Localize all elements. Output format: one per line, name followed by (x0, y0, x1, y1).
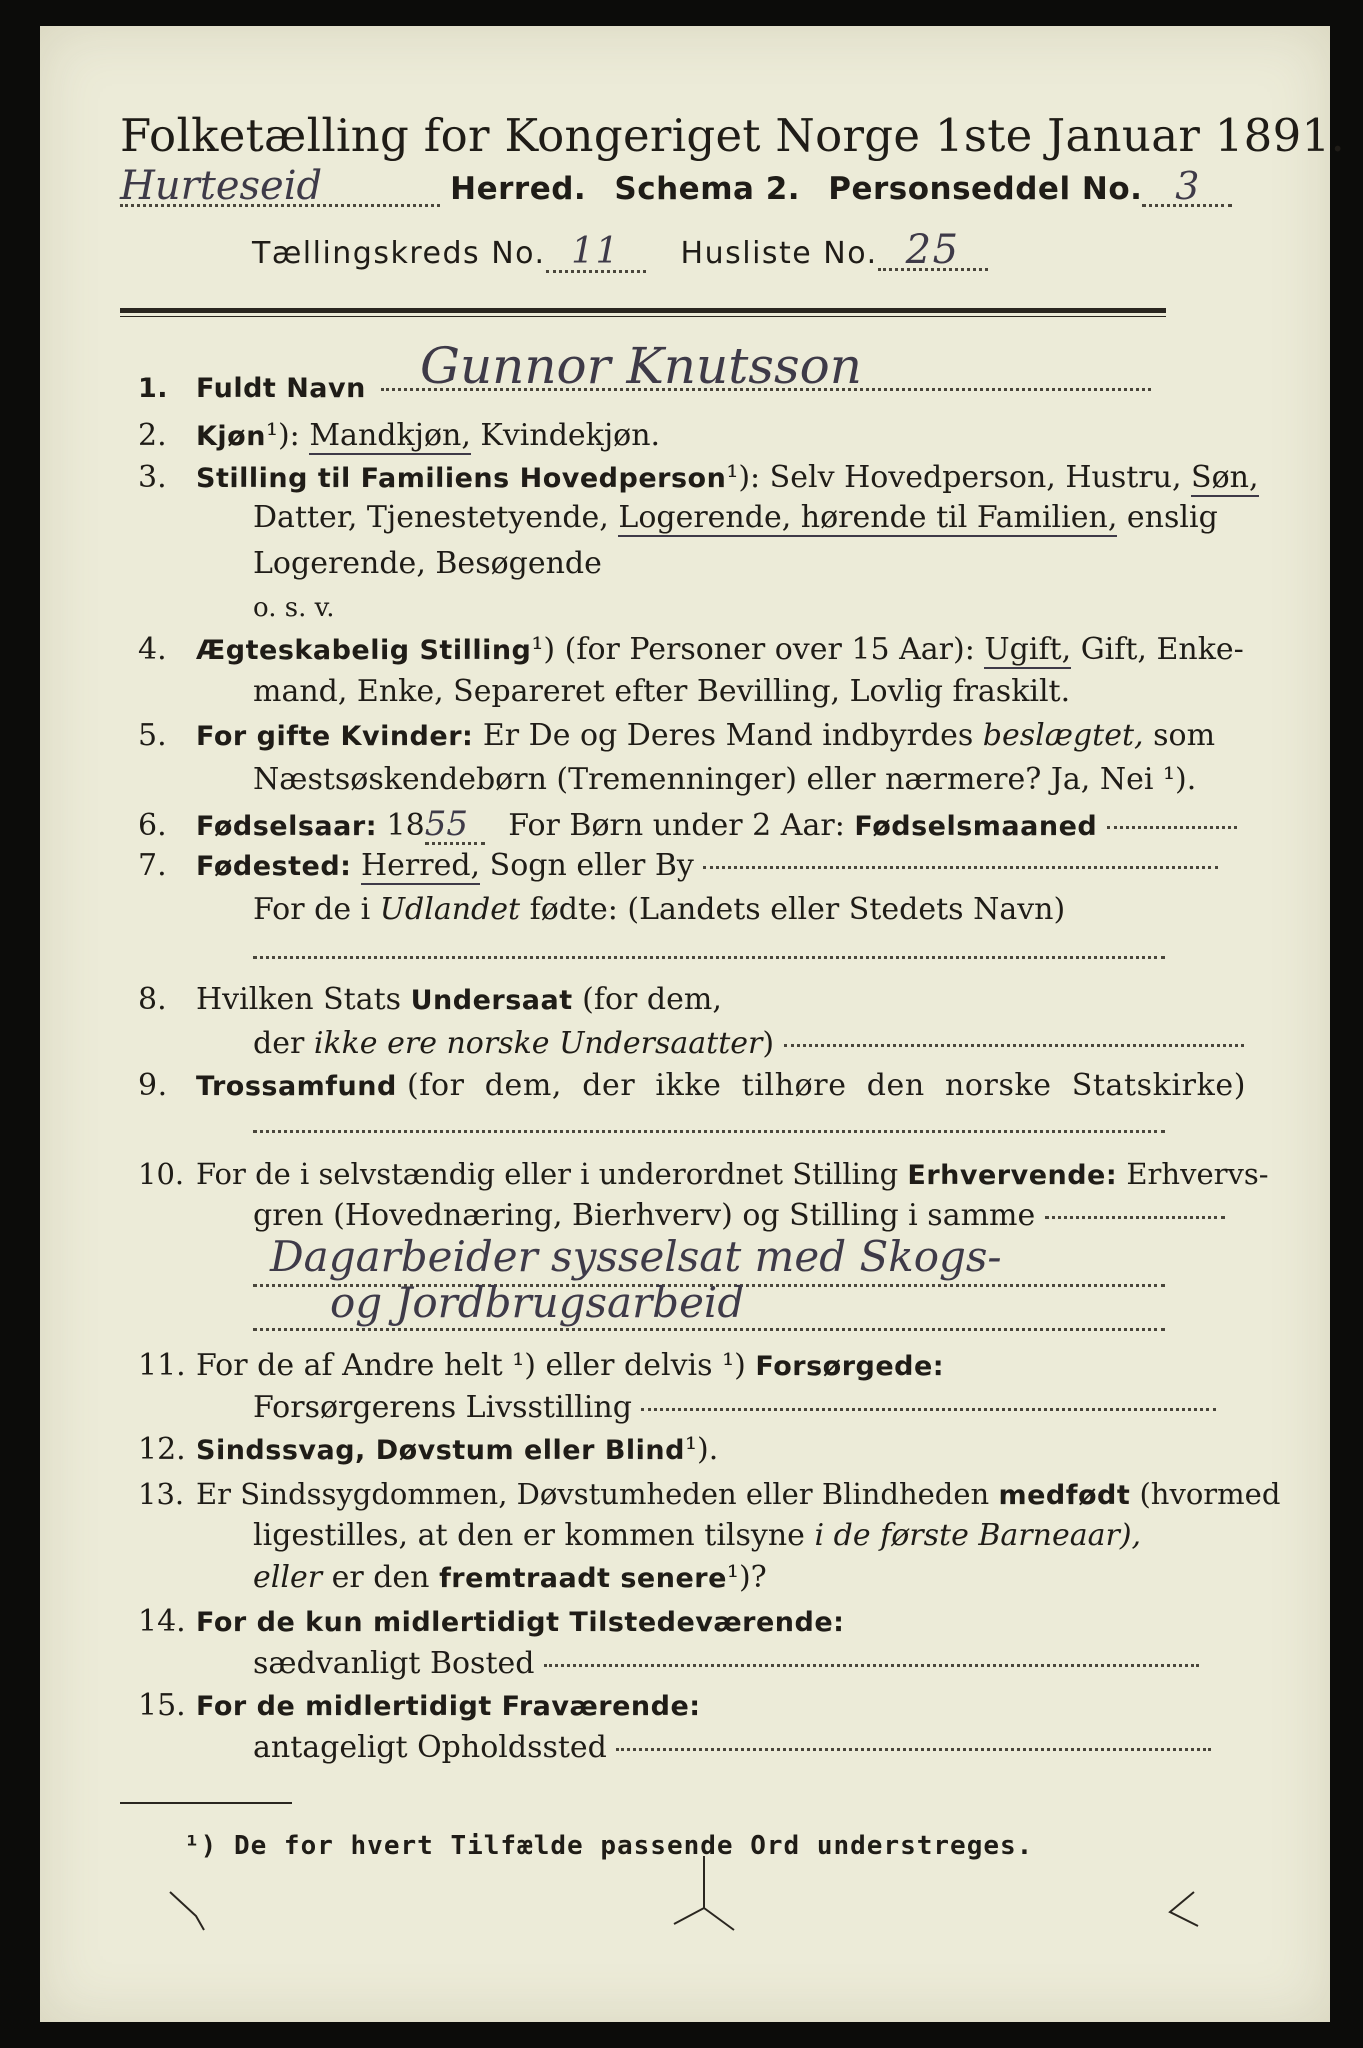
q8-line2: der ikke ere norske Undersaatter) (253, 1026, 1244, 1062)
q2-option-kvindekjon: Kvindekjøn. (480, 418, 661, 453)
q10-line2-text: gren (Hovednæring, Bierhverv) og Stilling i samme (253, 1198, 1036, 1233)
q11-line2-text: Forsørgerens Livsstilling (253, 1390, 632, 1425)
q14-label: For de kun midlertidigt Tilstedeværende: (196, 1607, 845, 1638)
q4-label: Ægteskabelig Stilling (196, 635, 532, 666)
q8-number: 8. (138, 982, 167, 1017)
q11-number: 11. (138, 1348, 186, 1383)
q3-label: Stilling til Familiens Hovedperson (196, 463, 727, 494)
q8-rest: (for dem, (582, 982, 722, 1017)
q5-text: Er De og Deres Mand indbyrdes (482, 718, 974, 753)
q15-number: 15. (138, 1688, 186, 1723)
q7-option-herred: Herred, (361, 848, 481, 883)
q6-number: 6. (138, 808, 167, 843)
q12-number: 12. (138, 1432, 186, 1467)
q11-text: For de af Andre helt ¹) eller delvis ¹) (196, 1348, 746, 1383)
q3-note: ¹): Selv Hovedperson, Hustru, (726, 460, 1182, 495)
q10-end: Erhvervs- (1126, 1157, 1269, 1191)
personseddel-number: 3 (1142, 168, 1232, 207)
q10-number: 10. (138, 1157, 185, 1191)
q3-number: 3. (138, 460, 167, 495)
q7-line2-italic: Udlandet (379, 892, 521, 927)
q6-label2: Fødselsmaaned (854, 811, 1098, 842)
q3-line3: Logerende, Besøgende (253, 546, 602, 581)
q13-line2-italic: i de første Barneaar), (814, 1518, 1142, 1553)
q10-occupation-line2: og Jordbrugsarbeid (330, 1278, 745, 1327)
q2-label: Kjøn (196, 421, 266, 452)
q13-line2-a: ligestilles, at den er kommen tilsyne (253, 1518, 805, 1553)
q15-label: For de midlertidigt Fraværende: (196, 1691, 701, 1722)
q3-line2-a: Datter, Tjenestetyende, (253, 500, 609, 535)
q6-text: For Børn under 2 Aar: (508, 808, 845, 843)
q8-bold: Undersaat (410, 985, 573, 1016)
q3-option-logerende: Logerende, hørende til Familien, (618, 500, 1118, 535)
q10-text: For de i selvstændig eller i underordnet Stilling (196, 1157, 899, 1191)
q3-line2-c: enslig (1126, 500, 1218, 535)
q6-year-value: 55 (425, 806, 485, 845)
herred-label: Herred. (450, 171, 587, 207)
q5-end: som (1153, 718, 1216, 753)
q15-line2-text: antageligt Opholdssted (253, 1730, 607, 1765)
q5-number: 5. (138, 718, 167, 753)
q8-line2-a: der (253, 1026, 305, 1061)
q13-line3-c: ¹)? (726, 1560, 767, 1595)
q13-text: Er Sindssygdommen, Døvstumheden eller Blindheden (196, 1477, 990, 1511)
q7-rest: Sogn eller By (489, 848, 694, 883)
q8-text: Hvilken Stats (196, 982, 402, 1017)
husliste-label: Husliste No. (680, 236, 878, 271)
q1-label: Fuldt Navn (196, 373, 366, 404)
q4-number: 4. (138, 632, 167, 667)
form-title: Folketælling for Kongeriget Norge 1ste Januar 1891. (120, 109, 1346, 162)
q13-line3-bold: fremtraadt senere (439, 1563, 727, 1594)
q4-note: ¹) (for Personer over 15 Aar): (531, 632, 975, 667)
q5-italic: beslægtet, (982, 718, 1144, 753)
q13-end: (hvormed (1139, 1477, 1281, 1511)
q7-number: 7. (138, 848, 167, 883)
q8-line2-italic: ikke ere norske Undersaatter (313, 1026, 763, 1061)
q13-line3-a: er den (331, 1560, 430, 1595)
q11-bold: Forsørgede: (755, 1351, 945, 1382)
personseddel-label: Personseddel No. (828, 171, 1143, 207)
q9-label: Trossamfund (196, 1071, 397, 1102)
q2-number: 2. (138, 418, 167, 453)
schema-label: Schema 2. (614, 171, 801, 207)
taellingskreds-label: Tællingskreds No. (252, 236, 546, 271)
q14-line2-text: sædvanligt Bosted (253, 1646, 535, 1681)
q13-bold: medfødt (998, 1480, 1131, 1511)
taellingskreds-number: 11 (546, 234, 646, 273)
q7-line2-b: fødte: (Landets eller Stedets Navn) (529, 892, 1066, 927)
q3-option-son: Søn, (1191, 460, 1259, 495)
q5-label: For gifte Kvinder: (196, 721, 474, 752)
q4-line2: mand, Enke, Separeret efter Bevilling, Lovlig fraskilt. (253, 674, 1071, 709)
q7-line2-a: For de i (253, 892, 371, 927)
q5-line2: Næstsøskendebørn (Tremenninger) eller nærmere? Ja, Nei ¹). (253, 762, 1197, 797)
husliste-number: 25 (878, 232, 988, 271)
q2-option-mandkjon: Mandkjøn, (309, 418, 471, 453)
q13-line3-italic: eller (253, 1560, 323, 1595)
q12-note: ¹). (684, 1432, 719, 1467)
footnote: ¹) De for hvert Tilfælde passende Ord understreges. (184, 1831, 1034, 1861)
q1-number: 1. (138, 373, 169, 404)
q10-occupation-line1: Dagarbeider sysselsat med Skogs- (270, 1232, 1002, 1281)
q14-number: 14. (138, 1604, 186, 1639)
herred-name: Hurteseid (120, 168, 440, 207)
q1-name-value: Gunnor Knutsson (420, 337, 862, 395)
q12-label: Sindssvag, Døvstum eller Blind (196, 1435, 685, 1466)
q3-line4: o. s. v. (253, 593, 335, 623)
q6-label: Fødselsaar: (196, 811, 377, 842)
q4-option-ugift: Ugift, (984, 632, 1072, 667)
q2-note: ¹): (265, 418, 300, 453)
q9-text: (for dem, der ikke tilhøre den norske Statskirke) (406, 1068, 1247, 1103)
q7-label: Fødested: (196, 851, 352, 882)
q13-number: 13. (138, 1477, 185, 1511)
q10-bold: Erhvervende: (907, 1160, 1118, 1191)
q9-number: 9. (138, 1068, 168, 1103)
q6-prefix: 18 (386, 808, 425, 843)
q4-rest: Gift, Enke- (1080, 632, 1244, 667)
